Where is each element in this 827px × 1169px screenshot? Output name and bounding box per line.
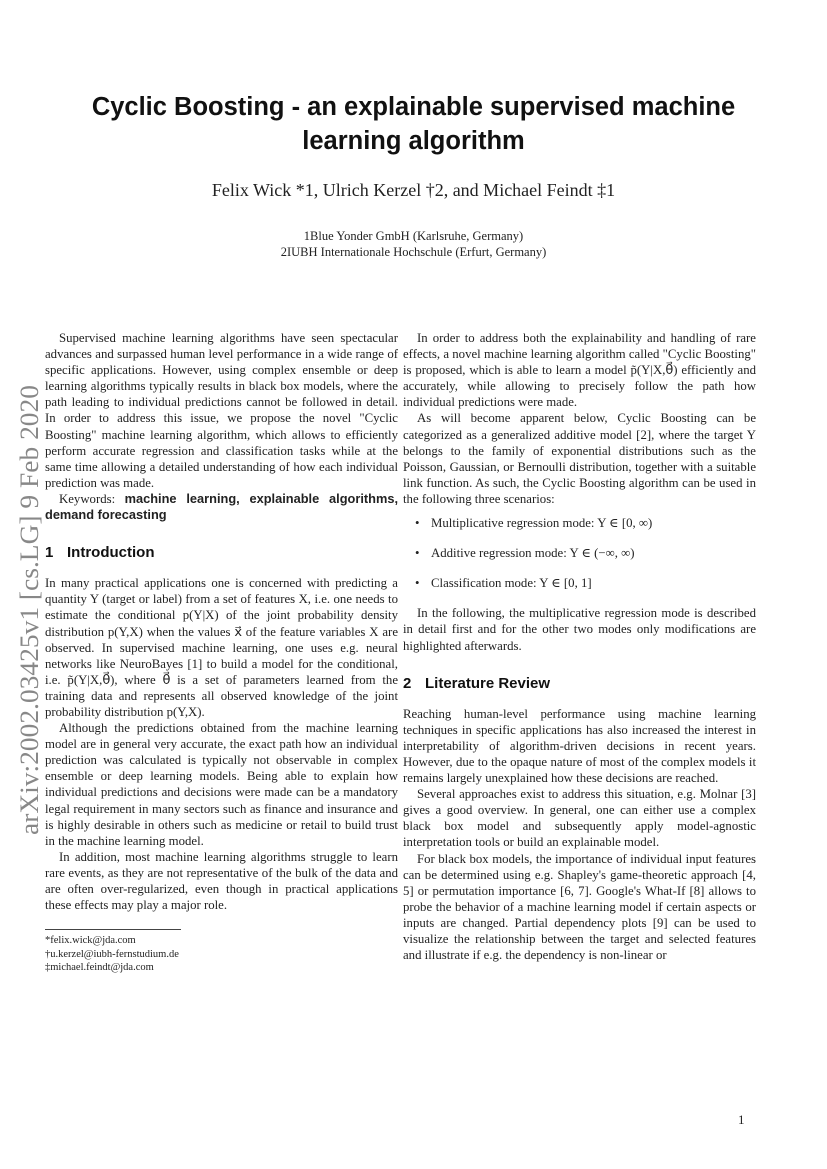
keywords <box>45 491 398 523</box>
footnote-rule <box>45 929 181 930</box>
paper-title: Cyclic Boosting - an explainable supervised machine learning algorithm <box>91 93 736 155</box>
left-column <box>45 330 398 975</box>
bullet-icon: • <box>415 546 420 561</box>
section-heading-literature-review <box>403 676 756 692</box>
list-item: • Multiplicative regression mode: Y ∈ [0, ∞) <box>415 516 653 531</box>
right-paragraph-2: As will become apparent below, Cyclic Boosting can be categorized as a generalized additive model [2], where the target Y belongs to the family of exponential distributions such as the Poisson, Gaussian, or Bernoulli distribution, together with a suitable link function. As such, the Cyclic Boosting algorithm can be used in the following three scenarios: <box>403 411 756 506</box>
intro-paragraph-3: In addition, most machine learning algorithms struggle to learn rare events, as they are not representative of the bulk of the data and are often over-regularized, even though in practical applications these effects may play a major role. <box>45 849 398 913</box>
arxiv-stamp-text: arXiv:2002.03425v1 [cs.LG] 9 Feb 2020 <box>15 408 44 835</box>
affiliation-1: 1Blue Yonder GmbH (Karlsruhe, Germany) <box>303 229 524 243</box>
bullet-icon: • <box>415 576 420 591</box>
abstract: Supervised machine learning algorithms have seen spectacular advances and surpassed human level performance in a wide range of specific applications. However, using complex ensemble or deep learning algorithms typically results in black box models, where the path leading to individual predictions cannot be followed in detail. In order to address this issue, we propose the novel "Cyclic Boosting" machine learning algorithm, which allows to efficiently perform accurate regression and classification tasks while at the same time allowing a detailed understanding of how each individual prediction was made. <box>45 331 398 490</box>
footnote-3: ‡michael.feindt@jda.com <box>45 962 154 974</box>
lit-paragraph-1: Reaching human-level performance using machine learning techniques in specific applications has also increased the interest in interpretability of algorithm-driven decisions in recent years. However, due to the opaque nature of most of the complex models it remains largely unexplained how these decisions are reached. <box>403 706 756 786</box>
section-title: Literature Review <box>425 674 551 692</box>
bullet-icon: • <box>415 516 420 531</box>
keywords-label: Keywords: <box>59 491 116 506</box>
intro-paragraph-1: In many practical applications one is concerned with predicting a quantity Y (target or label) from a set of features X, i.e. one needs to estimate the conditional p(Y|X) of the joint probability density distribution p(Y,X) when the values x⃗ of the feature variables X are observed. In supervised machine learning, one uses e.g. neural networks like NeuroBayes [1] to build a model for the conditional, i.e. p̃(Y|X,θ⃗), where θ⃗ is a set of parameters learned from the training data and represents all observed knowledge of the joint probability distribution p(Y,X). <box>45 576 398 719</box>
section-title: Introduction <box>67 544 155 562</box>
lit-paragraph-2: Several approaches exist to address this situation, e.g. Molnar [3] gives a good overview. In general, one can either use a complex black box model and subsequently apply model-agnostic interpretation tools or build an explainable model. <box>403 787 756 850</box>
keywords-list: machine learning, explainable algorithms, demand forecasting <box>45 490 398 523</box>
right-column <box>403 330 756 963</box>
section-number: 1 <box>45 544 54 562</box>
arxiv-stamp <box>8 380 48 840</box>
author-list: Felix Wick *1, Ulrich Kerzel †2, and Michael Feindt ‡1 <box>211 180 616 200</box>
affiliations <box>0 228 827 260</box>
section-heading-introduction <box>45 545 398 561</box>
affiliation-2: 2IUBH Internationale Hochschule (Erfurt, Germany) <box>280 245 547 259</box>
right-paragraph-1: In order to address both the explainability and handling of rare effects, a novel machine learning algorithm called "Cyclic Boosting" is proposed, which is able to learn a model p̃(Y|X,θ⃗) efficiently and accurately, while allowing to precisely follow the path how individual predictions were made. <box>403 331 756 410</box>
section-number: 2 <box>403 674 412 692</box>
right-paragraph-3: In the following, the multiplicative regression mode is described in detail first and for the other two modes only modifications are highlighted afterwards. <box>403 606 756 653</box>
page-number: 1 <box>738 1112 745 1127</box>
lit-paragraph-3: For black box models, the importance of individual input features can be determined using e.g. Shapley's game-theoretic approach [4, 5] or permutation importance [6, 7]. Google's What-If [8] allows to probe the behavior of a machine learning model if certain aspects or inputs are changed. Partial dependency plots [9] can be used to visualize the relationship between the target and selected features and illustrate if e.g. the dependency is non-linear or <box>403 851 756 963</box>
mode-list <box>403 515 756 591</box>
footnote-2: †u.kerzel@iubh-fernstudium.de <box>45 948 179 960</box>
arxiv-stamp-graphic <box>8 380 48 840</box>
list-item: • Additive regression mode: Y ∈ (−∞, ∞) <box>415 546 635 561</box>
list-item: • Classification mode: Y ∈ [0, 1] <box>415 576 592 591</box>
intro-paragraph-2: Although the predictions obtained from the machine learning model are in general very accurate, the exact path how an individual prediction was calculated is typically not observable in complex ensemble or deep learning models. Being able to explain how individual predictions and decisions were made can be a mandatory legal requirement in many sectors such as finance and insurance and is highly desirable in others such as medicine or retail to build trust in the machine learning model. <box>45 721 398 848</box>
footnote-1: *felix.wick@jda.com <box>45 935 136 947</box>
